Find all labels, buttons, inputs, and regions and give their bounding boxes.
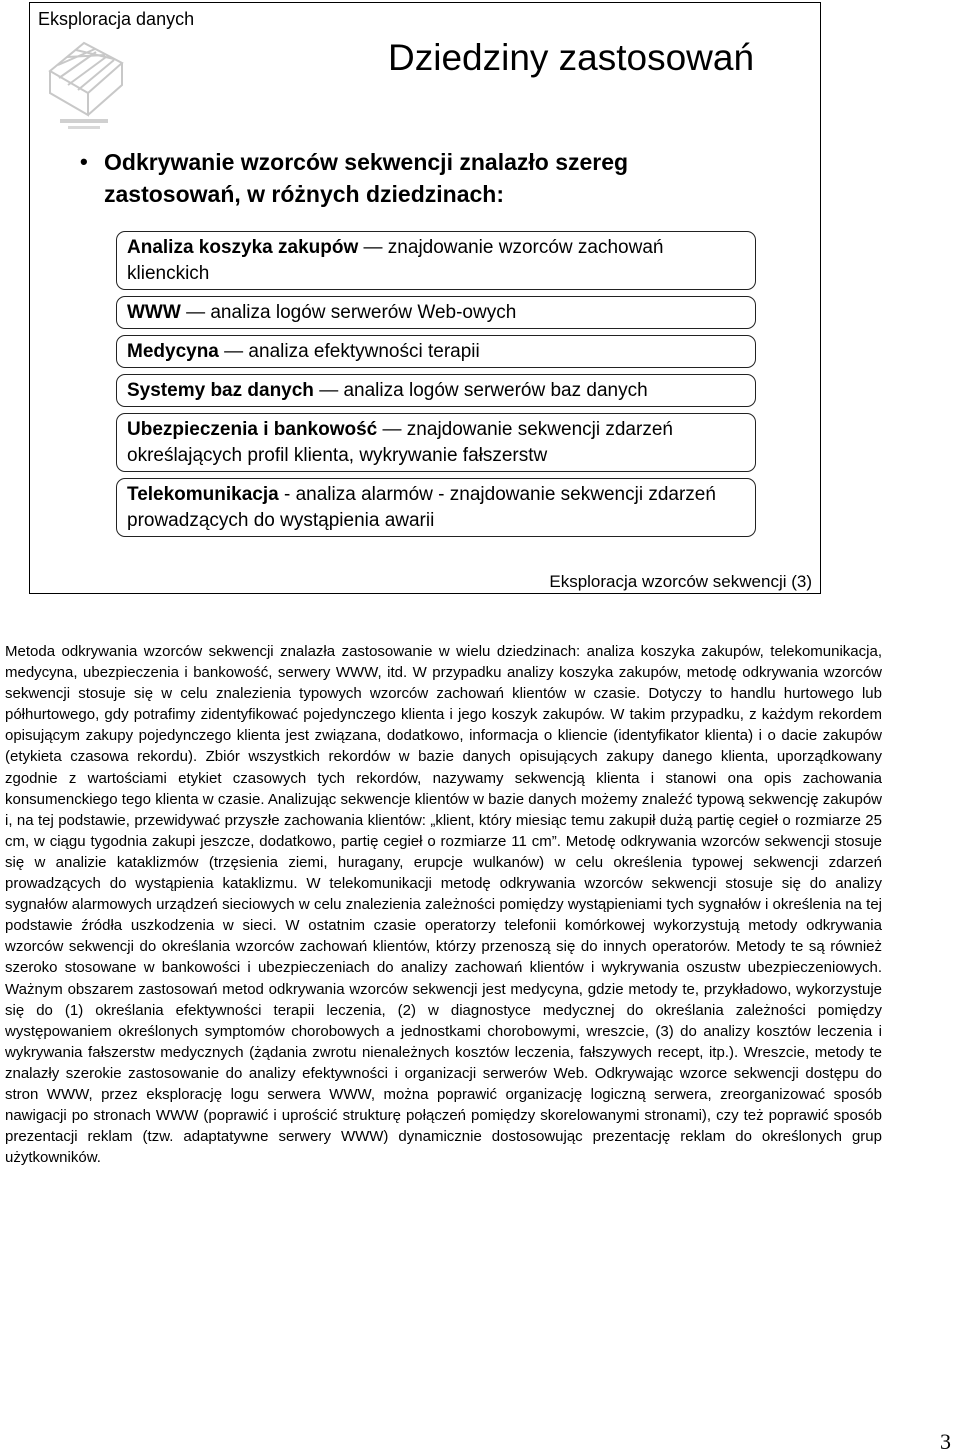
domain-box	[116, 374, 756, 407]
domain-term: Medycyna	[127, 341, 219, 362]
bullet-text: Odkrywanie wzorców sekwencji znalazło szereg zastosowań, w różnych dziedzinach:	[104, 149, 629, 207]
domain-description: — znajdowanie sekwencji zdarzeń określających profil klienta, wykrywanie fałszerstw	[127, 419, 673, 466]
domain-box	[116, 413, 756, 472]
bullet-dot-icon: •	[80, 149, 88, 174]
slide-header: Eksploracja danych	[38, 9, 195, 29]
domain-description: — analiza efektywności terapii	[218, 341, 480, 362]
domain-term: Telekomunikacja	[127, 484, 279, 505]
domain-box	[116, 296, 756, 329]
page-number: 3	[940, 1429, 951, 1454]
slide	[29, 2, 821, 594]
body-paragraph: Metoda odkrywania wzorców sekwencji znalazła zastosowanie w wielu dziedzinach: analiza koszyka zakupów, telekomunikacja, medycyna, ubezpieczenia i bankowość, serwery WWW, itd. W przypadku analizy koszyka zakupów, metodę odkrywania wzorców sekwencji stosuje się w celu znalezienia typowych wzorców zachowań klientów w czasie. Dotyczy to handlu hurtowego lub półhurtowego, gdy potrafimy zidentyfikować pojedynczego klienta i jego koszyk zakupów. W takim przypadku, z każdym rekordem opisującym zakupy pojedynczego klienta jest związana, dodatkowo, informacja o kliencie (identyfikator klienta) i o dacie zakupów (etykieta czasowa rekordu). Zbiór wszystkich rekordów w bazie danych opisujących zakupy danego klienta, uporządkowany zgodnie z wartościami etykiet czasowych tych rekordów, nazywamy sekwencją klienta i stanowi ona opis zachowania konsumenckiego tego klienta w czasie. Analizując sekwencje klientów w bazie danych możemy znaleźć typową sekwencję zakupów i, na tej podstawie, przewidywać przyszłe zachowania klientów: „klient, który miesiąc temu zakupił dużą partię cegieł o rozmiarze 25 cm, w ciągu tygodnia zakupi jeszcze, dodatkowo, partię cegieł o rozmiarze 11 cm”. Metodę odkrywania wzorców sekwencji stosuje się w analizie kataklizmów (trzęsienia ziemi, huragany, erupcje wulkanów) w celu określenia typowej sekwencji zdarzeń prowadzących do wystąpienia kataklizmu. W telekomunikacji metodę odkrywania wzorców sekwencji stosuje się do analizy sygnałów alarmowych urządzeń sieciowych w celu znalezienia zależności pomiędzy wystąpieniami tych sygnałów i określenia na tej podstawie źródła uszkodzenia w sieci. W ostatnim czasie operatorzy telefonii komórkowej wykorzystują metody odkrywania wzorców sekwencji do określania wzorców zachowań klientów, którzy przenoszą się do innych operatorów. Metody te są również szeroko stosowane w bankowości i ubezpieczeniach do analizy zachowań klientów i wykrywania oszustw ubezpieczeniowych. Ważnym obszarem zastosowań metod odkrywania wzorców sekwencji jest medycyna, gdzie metody te, przykładowo, wykorzystuje się do (1) określania efektywności terapii leczenia, (2) w diagnostyce medycznej do określania zależności pomiędzy występowaniem określonych symptomów chorobowych a jednostkami chorobowymi, wreszcie, (3) do analizy kosztów leczenia i wykrywania fałszerstw medycznych (żądania zwrotu nienależnych kosztów leczenia, fałszywych recept, itp.). Wreszcie, metody te znalazły szerokie zastosowanie do analizy efektywności i organizacji serwerów Web. Odkrywając wzorce sekwencji dostępu do stron WWW, przez eksplorację logu serwera WWW, można poprawić organizację logiczną serwera, zreorganizować sposób nawigacji po stronach WWW (poprawić i uprościć strukturę połączeń pomiędzy skorelowanymi stronami), czy też poprawić sposób prezentacji reklam (tzw. adaptatywne serwery WWW) dynamicznie dostosowując prezentację reklam do określonych grup użytkowników.	[5, 643, 882, 1167]
domain-description: - analiza alarmów - znajdowanie sekwencji zdarzeń prowadzących do wystąpienia awarii	[127, 484, 716, 531]
domain-box	[116, 478, 756, 537]
slide-footer: Eksploracja wzorców sekwencji (3)	[549, 572, 812, 591]
domain-term: Analiza koszyka zakupów	[127, 237, 359, 258]
domain-boxes	[116, 231, 756, 543]
domain-term: Ubezpieczenia i bankowość	[127, 419, 378, 440]
domain-box	[116, 335, 756, 368]
logo-grid-icon	[40, 33, 128, 133]
domain-term: WWW	[127, 302, 181, 323]
domain-description: — znajdowanie wzorców zachowań klienckich	[127, 237, 664, 284]
slide-title: Dziedziny zastosowań	[388, 37, 755, 78]
domain-description: — analiza logów serwerów baz danych	[313, 380, 648, 401]
domain-description: — analiza logów serwerów Web-owych	[180, 302, 517, 323]
domain-term: Systemy baz danych	[127, 380, 314, 401]
domain-box	[116, 231, 756, 290]
bullet-point	[80, 146, 744, 210]
